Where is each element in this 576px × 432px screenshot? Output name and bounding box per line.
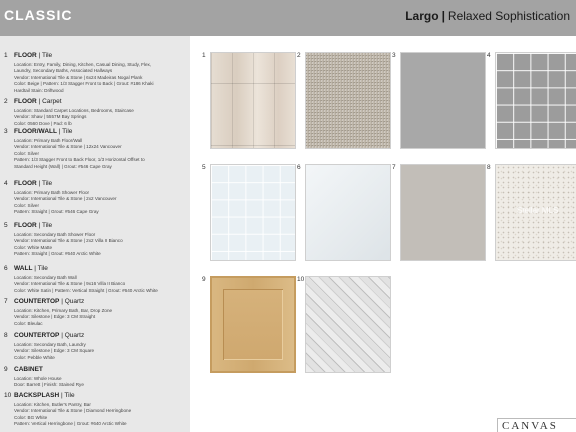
spec-title-separator: |: [36, 222, 42, 229]
swatch-number: 2: [297, 52, 301, 59]
spec-detail-line: Vendor: International Tile & Stone | 2x2 Villa II Bianco: [14, 238, 123, 244]
swatch-number: 9: [202, 276, 206, 283]
spec-number: 2: [4, 98, 8, 105]
spec-material: Tile: [37, 265, 48, 272]
swatch-tile: [210, 164, 296, 261]
spec-category: FLOOR/WALL: [14, 128, 57, 135]
swatch-number: 5: [202, 164, 206, 171]
spec-detail-line: Location: Standard Carpet Locations, Bedrooms, Staircase: [14, 108, 134, 113]
spec-title: [14, 180, 52, 187]
spec-title: [14, 98, 62, 105]
brand-title: CLASSIC: [4, 7, 73, 23]
spec-detail-line: Color: Pebble White: [14, 354, 55, 360]
spec-detail-line: Location: Primary Bath Shower Floor: [14, 190, 90, 195]
spec-detail-line: Pattern: Straight | Grout: #640 Arctic White: [14, 251, 101, 257]
spec-detail-line: Color: 0560 Dove | Pad: 6 lb: [14, 120, 72, 126]
spec-number: 3: [4, 128, 8, 135]
collection-tagline: Relaxed Sophistication: [447, 9, 570, 23]
spec-title: [14, 265, 48, 272]
spec-detail-line: Location: Secondary Bath, Laundry: [14, 342, 86, 347]
spec-detail-line: Pattern: Straight | Grout: #546 Cape Gray: [14, 209, 99, 215]
swatch-number: 3: [392, 52, 396, 59]
watermark: Stellar MLS: [517, 206, 559, 215]
spec-detail-line: Vendor: Silestone | Edge: 3 CM Square: [14, 348, 95, 354]
spec-category: WALL: [14, 265, 33, 272]
spec-title: [14, 128, 72, 135]
spec-details: [14, 108, 186, 127]
collection-title: [405, 9, 570, 23]
spec-title-separator: |: [59, 298, 65, 305]
spec-material: Tile: [41, 222, 53, 229]
spec-detail-line: Location: Whole House: [14, 376, 62, 381]
spec-category: FLOOR: [14, 98, 37, 105]
spec-details: [14, 232, 186, 258]
spec-material: Quartz: [64, 298, 85, 305]
swatch-number: 4: [487, 52, 491, 59]
spec-title-separator: |: [36, 52, 42, 59]
spec-title: [14, 332, 84, 339]
spec-number: 10: [4, 392, 12, 399]
header-bar: [0, 0, 576, 36]
spec-title: [14, 366, 43, 373]
spec-material: Tile: [62, 128, 73, 135]
spec-detail-line: Color: White Satin | Pattern: Vertical Straight | Grout: #640 Arctic White: [14, 287, 158, 293]
spec-title-separator: |: [32, 265, 38, 272]
spec-detail-line: Hardtail Stain: Driftwood: [14, 87, 64, 93]
spec-category: FLOOR: [14, 52, 37, 59]
spec-detail-line: Vendor: International Tile & Stone | 2x2 Vancouver: [14, 196, 117, 202]
spec-detail-line: Location: Entry, Family, Dining, Kitchen, Casual Dining, Study, Flex,: [14, 62, 152, 67]
swatch-tile: [400, 52, 486, 149]
spec-detail-line: Pattern: Vertical Herringbone | Grout: #640 Arctic White: [14, 421, 127, 427]
collection-name: Largo: [405, 9, 439, 23]
spec-detail-line: Location: Secondary Bath Wall: [14, 275, 77, 280]
swatch-number: 6: [297, 164, 301, 171]
spec-material: Tile: [41, 180, 53, 187]
spec-details: [14, 275, 186, 294]
spec-category: COUNTERTOP: [14, 298, 60, 305]
spec-number: 5: [4, 222, 8, 229]
swatch-tile: [495, 52, 576, 149]
spec-detail-line: Vendor: Shaw | 5557M Bay Springs: [14, 114, 87, 120]
spec-detail-line: Vendor: International Tile & Stone | Diamond Herringbone: [14, 408, 132, 414]
spec-details: [14, 308, 186, 327]
swatch-number: 1: [202, 52, 206, 59]
spec-detail-line: Color: BG White: [14, 414, 48, 420]
spec-detail-line: Standard Height (Wall) | Grout: #546 Cape Gray: [14, 163, 112, 169]
spec-detail-line: Pattern: 1/3 Stagger Front to Back Floor, 1/3 Horizontal Offset to: [14, 157, 145, 163]
swatch-number: 10: [297, 276, 305, 283]
spec-detail-line: Color: Bleulac: [14, 320, 43, 326]
brand-logo: CANVAS: [497, 418, 576, 432]
swatch-tile: [305, 52, 391, 149]
spec-title: [14, 222, 52, 229]
spec-details: [14, 402, 186, 428]
spec-detail-line: Color: Silver: [14, 150, 40, 156]
spec-number: 4: [4, 180, 8, 187]
spec-title: [14, 298, 84, 305]
swatch-tile: [305, 276, 391, 373]
spec-category: BACKSPLASH: [14, 392, 60, 399]
spec-detail-line: Vendor: International Tile & Stone | 6x24 Madeiras Nogal Plank: [14, 74, 143, 80]
spec-detail-line: Color: Beige | Pattern: 1/3 Stagger Front to Back | Grout: #186 Khaki: [14, 81, 154, 87]
spec-title-separator: |: [56, 128, 63, 135]
spec-title-separator: |: [59, 332, 65, 339]
swatch-tile: [400, 164, 486, 261]
swatch-number: 8: [487, 164, 491, 171]
spec-detail-line: Laundry, Secondary Baths, Associated Hallways: [14, 68, 113, 74]
spec-details: [14, 190, 186, 216]
spec-number: 9: [4, 366, 8, 373]
spec-title: [14, 392, 75, 399]
spec-details: [14, 342, 186, 361]
spec-detail-line: Vendor: International Tile & Stone | 9x16 Villa II Bianco: [14, 281, 126, 287]
spec-details: [14, 376, 186, 389]
spec-details: [14, 62, 186, 94]
spec-title-separator: |: [36, 98, 43, 105]
spec-number: 7: [4, 298, 8, 305]
spec-category: FLOOR: [14, 222, 37, 229]
title-separator: |: [441, 9, 445, 23]
spec-detail-line: Door: Barrett | Finish: Stained Rye: [14, 382, 84, 388]
spec-details: [14, 138, 186, 170]
swatch-tile: [210, 52, 296, 149]
spec-detail-line: Vendor: International Tile & Stone | 12x24 Vancouver: [14, 144, 122, 150]
spec-category: COUNTERTOP: [14, 332, 60, 339]
spec-number: 6: [4, 265, 8, 272]
spec-title-separator: |: [59, 392, 65, 399]
cabinet-panel: [223, 289, 283, 360]
swatch-tile: [210, 276, 296, 373]
spec-detail-line: Vendor: Silestone | Edge: 3 CM Straight: [14, 314, 96, 320]
spec-material: Tile: [64, 392, 75, 399]
spec-category: CABINET: [14, 366, 43, 373]
spec-detail-line: Location: Kitchen, Butler's Pantry, Bar: [14, 402, 91, 407]
spec-number: 8: [4, 332, 8, 339]
spec-number: 1: [4, 52, 8, 59]
spec-detail-line: Color: Silver: [14, 202, 40, 208]
swatch-tile: [305, 164, 391, 261]
spec-sidebar: [0, 36, 190, 432]
spec-category: FLOOR: [14, 180, 37, 187]
spec-material: Tile: [41, 52, 53, 59]
spec-detail-line: Location: Kitchen, Primary Bath, Bar, Drop Zone: [14, 308, 113, 313]
spec-detail-line: Location: Primary Bath Floor/Wall: [14, 138, 83, 143]
spec-title-separator: |: [36, 180, 42, 187]
spec-material: Carpet: [42, 98, 62, 105]
spec-title: [14, 52, 52, 59]
spec-detail-line: Color: White Matte: [14, 244, 53, 250]
swatch-number: 7: [392, 164, 396, 171]
spec-material: Quartz: [64, 332, 85, 339]
spec-detail-line: Location: Secondary Bath Shower Floor: [14, 232, 96, 237]
